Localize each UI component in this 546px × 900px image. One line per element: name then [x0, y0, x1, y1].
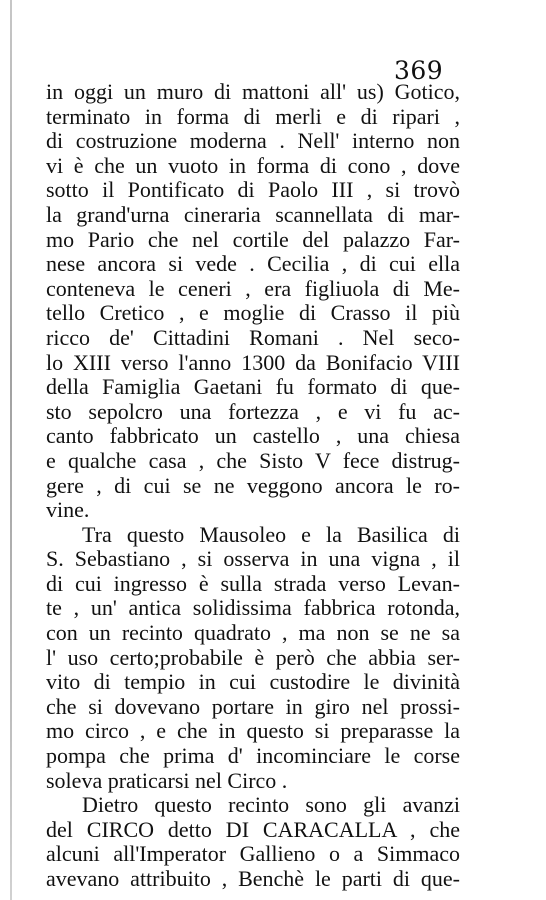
- text-line: terminato in forma di merli e di ripari ,: [46, 103, 460, 129]
- text-line: vi è che un vuoto in forma di cono , dove: [46, 152, 460, 178]
- text-line: lo XIII verso l'anno 1300 da Bonifacio VIII: [46, 349, 460, 375]
- paragraph-start-line: Tra questo Mausoleo e la Basilica di: [82, 521, 460, 547]
- text-line: e qualche casa , che Sisto V fece distrug-: [46, 447, 460, 473]
- text-line: conteneva le ceneri , era figliuola di Me-: [46, 275, 460, 301]
- text-line: della Famiglia Gaetani fu formato di que-: [46, 374, 460, 400]
- text-line: sotto il Pontificato di Paolo III , si trovò: [46, 177, 460, 203]
- text-line: sto sepolcro una fortezza , e vi fu ac-: [46, 398, 460, 424]
- binding-gutter: [10, 0, 12, 900]
- text-line: in oggi un muro di mattoni all' us) Gotico,: [46, 79, 460, 104]
- text-line: di cui ingresso è sulla strada verso Levan-: [46, 570, 460, 596]
- body-text: [46, 80, 460, 892]
- paragraph-start-line: Dietro questo recinto sono gli avanzi: [82, 792, 460, 818]
- text-line: che si dovevano portare in giro nel prossi-: [46, 693, 460, 719]
- text-line: l' uso certo;probabile è però che abbia ser-: [46, 644, 460, 670]
- text-line: mo Pario che nel cortile del palazzo Far-: [46, 226, 460, 252]
- text-line: alcuni all'Imperator Gallieno o a Simmaco: [46, 841, 460, 867]
- text-line: pompa che prima d' incominciare le corse: [46, 743, 460, 769]
- text-line: nese ancora si vede . Cecilia , di cui ella: [46, 251, 460, 277]
- text-line: con un recinto quadrato , ma non se ne sa: [46, 620, 460, 646]
- text-line: gere , di cui se ne veggono ancora le ro-: [46, 472, 460, 498]
- text-line: te , un' antica solidissima fabbrica rotonda,: [46, 595, 460, 621]
- text-line: ricco de' Cittadini Romani . Nel seco-: [46, 324, 460, 350]
- text-line: mo circo , e che in questo si preparasse la: [46, 718, 460, 744]
- text-line: vine.: [46, 497, 90, 523]
- page-number: 369: [394, 56, 444, 85]
- text-line: soleva praticarsi nel Circo .: [46, 767, 288, 793]
- text-line: di costruzione moderna . Nell' interno non: [46, 128, 460, 154]
- text-line: tello Cretico , e moglie di Crasso il più: [46, 300, 460, 326]
- text-line: S. Sebastiano , si osserva in una vigna , il: [46, 546, 460, 572]
- text-line: vito di tempio in cui custodire le divinità: [46, 669, 460, 695]
- text-line: canto fabbricato un castello , una chiesa: [46, 423, 460, 449]
- text-line: avevano attribuito , Benchè le parti di que-: [46, 866, 460, 891]
- text-line: la grand'urna cineraria scannellata di mar-: [46, 201, 460, 227]
- text-line: del CIRCO detto DI CARACALLA , che: [46, 816, 460, 842]
